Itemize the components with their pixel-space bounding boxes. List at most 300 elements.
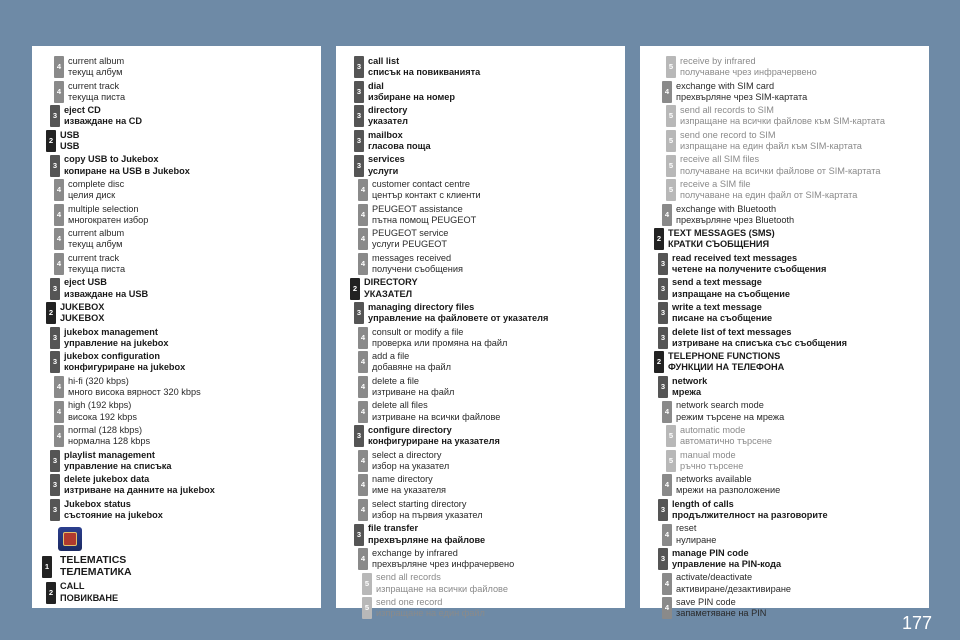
menu-item-label-bg: писане на съобщение: [672, 313, 773, 324]
level-badge: 4: [54, 425, 64, 447]
menu-item: [336, 56, 625, 79]
menu-item-label-bg: нормална 128 kbps: [68, 436, 151, 447]
menu-item-text: [368, 154, 405, 177]
menu-item-label-bg: автоматично търсене: [680, 436, 773, 447]
menu-item: [32, 302, 321, 325]
menu-item: [336, 130, 625, 153]
level-badge: 3: [50, 450, 60, 472]
menu-item-label-en: delete jukebox data: [64, 474, 150, 485]
menu-item-text: [676, 81, 807, 104]
menu-item-label-bg: получаване чрез инфрачервено: [680, 67, 817, 78]
menu-item-label-bg: текущ албум: [68, 239, 123, 250]
level-badge: 4: [54, 253, 64, 275]
level-badge: 4: [358, 376, 368, 398]
menu-item-label-en: activate/deactivate: [676, 572, 753, 583]
menu-item-text: [368, 105, 408, 128]
level-badge: 1: [42, 556, 52, 578]
menu-item: [640, 597, 929, 620]
menu-item-text: [368, 523, 485, 546]
menu-item-label-en: exchange with SIM card: [676, 80, 775, 91]
menu-item-label-bg: УКАЗАТЕЛ: [364, 288, 413, 299]
menu-item-text: [68, 228, 124, 251]
level-badge: 3: [50, 474, 60, 496]
level-badge: 4: [662, 401, 672, 423]
menu-item-label-en: select starting directory: [372, 498, 467, 509]
menu-item: [32, 56, 321, 79]
menu-column-2: [336, 46, 625, 619]
level-badge: 4: [358, 228, 368, 250]
menu-item-text: [372, 450, 449, 473]
level-badge: 3: [354, 56, 364, 78]
menu-item-text: [68, 376, 201, 399]
menu-item-label-en: normal (128 kbps): [68, 424, 143, 435]
level-badge: 5: [666, 105, 676, 127]
menu-item-label-bg: изпращане на всички файлове към SIM-картата: [680, 116, 885, 127]
menu-item: [640, 523, 929, 546]
menu-item-text: [368, 425, 500, 448]
menu-item-text: [372, 499, 483, 522]
menu-item-label-en: delete list of text messages: [672, 326, 792, 337]
level-badge: 4: [662, 524, 672, 546]
menu-item-label-bg: получаване на всички файлове от SIM-картата: [680, 165, 881, 176]
level-badge: 5: [362, 573, 372, 595]
level-badge: 4: [358, 327, 368, 349]
menu-item: [32, 130, 321, 153]
menu-item: [640, 450, 929, 473]
menu-item-text: [668, 228, 775, 251]
menu-item-label-en: jukebox management: [64, 326, 158, 337]
menu-item-text: [372, 327, 507, 350]
level-badge: 5: [362, 597, 372, 619]
menu-item-text: [376, 572, 508, 595]
menu-item-label-bg: JUKEBOX: [60, 313, 105, 324]
menu-item-label-bg: ПОВИКВАНЕ: [60, 592, 119, 603]
level-badge: 4: [662, 204, 672, 226]
menu-item-label-bg: целия диск: [68, 190, 116, 201]
level-badge: 3: [50, 327, 60, 349]
menu-item: [32, 253, 321, 276]
level-badge: 3: [658, 253, 668, 275]
menu-item: [32, 400, 321, 423]
menu-item-label-bg: нулиране: [676, 534, 717, 545]
menu-item-label-bg: прехвърляне чрез SIM-картата: [676, 91, 808, 102]
menu-item-label-bg: текуща писта: [68, 91, 126, 102]
menu-item-label-en: add a file: [372, 351, 410, 362]
menu-item: [32, 81, 321, 104]
menu-item-label-bg: ФУНКЦИИ НА ТЕЛЕФОНА: [668, 362, 785, 373]
menu-item-label-bg: текуща писта: [68, 264, 126, 275]
menu-item-label-en: networks available: [676, 474, 752, 485]
menu-item-text: [672, 327, 847, 350]
menu-item: [640, 425, 929, 448]
menu-item: [336, 253, 625, 276]
menu-item-label-bg: указател: [368, 116, 408, 127]
level-badge: 4: [54, 228, 64, 250]
level-badge: 4: [54, 204, 64, 226]
menu-item-label-en: CALL: [60, 581, 85, 592]
menu-item-label-en: save PIN code: [676, 597, 736, 608]
menu-item-text: [680, 56, 817, 79]
menu-item-label-en: send all records: [376, 572, 441, 583]
menu-item-label-en: TEXT MESSAGES (SMS): [668, 228, 775, 239]
menu-item-text: [676, 597, 766, 620]
menu-item-text: [680, 130, 862, 153]
menu-item: [336, 425, 625, 448]
level-badge: 4: [358, 401, 368, 423]
menu-item: [640, 179, 929, 202]
menu-item-label-en: directory: [368, 105, 408, 116]
menu-item-label-bg: режим търсене на мрежа: [676, 411, 785, 422]
level-badge: 5: [666, 56, 676, 78]
level-badge: 4: [358, 204, 368, 226]
menu-item: [336, 572, 625, 595]
menu-item-text: [676, 204, 794, 227]
menu-item: [336, 204, 625, 227]
menu-item-label-en: name directory: [372, 474, 433, 485]
menu-item-label-en: eject CD: [64, 105, 101, 116]
menu-item-label-en: send one record to SIM: [680, 129, 776, 140]
menu-item: [32, 277, 321, 300]
level-badge: 3: [354, 81, 364, 103]
menu-item-label-bg: състояние на jukebox: [64, 509, 163, 520]
menu-item-label-en: consult or modify a file: [372, 326, 464, 337]
page-number: 177: [901, 613, 932, 633]
menu-item-label-en: delete a file: [372, 375, 419, 386]
menu-item: [640, 327, 929, 350]
menu-item-label-en: receive a SIM file: [680, 178, 751, 189]
menu-item-text: [372, 204, 476, 227]
menu-item-text: [672, 302, 772, 325]
menu-item-label-bg: изваждане на CD: [64, 116, 142, 127]
level-badge: 3: [658, 278, 668, 300]
level-badge: 4: [358, 450, 368, 472]
menu-item-text: [68, 81, 125, 104]
menu-item-text: [680, 105, 885, 128]
menu-item-label-bg: център контакт с клиенти: [372, 190, 481, 201]
menu-item-label-bg: конфигуриране на указателя: [368, 436, 500, 447]
menu-item-text: [68, 425, 150, 448]
level-badge: 3: [658, 302, 668, 324]
menu-item: [336, 277, 625, 300]
menu-item: [336, 400, 625, 423]
menu-item-text: [672, 548, 781, 571]
level-badge: 3: [50, 351, 60, 373]
menu-item: [32, 555, 321, 578]
menu-item-label-bg: изтриване на файл: [372, 387, 455, 398]
menu-item-label-bg: четене на получените съобщения: [672, 264, 827, 275]
menu-item-text: [372, 228, 448, 251]
level-badge: 3: [354, 302, 364, 324]
menu-item-label-bg: изпращане на един файл към SIM-картата: [680, 141, 862, 152]
menu-item: [640, 499, 929, 522]
menu-item-label-en: DIRECTORY: [364, 277, 418, 288]
telematics-car-icon: [58, 527, 82, 551]
menu-item: [640, 548, 929, 571]
menu-item-label-bg: изтриване на всички файлове: [372, 411, 501, 422]
menu-item: [32, 351, 321, 374]
menu-item-text: [676, 523, 716, 546]
menu-item-label-en: dial: [368, 80, 384, 91]
menu-item: [640, 81, 929, 104]
menu-item-label-bg: избор на указател: [372, 460, 450, 471]
menu-item-label-bg: пътна помощ PEUGEOT: [372, 214, 477, 225]
menu-item: [640, 154, 929, 177]
menu-item-text: [680, 179, 857, 202]
menu-item-label-en: PEUGEOT assistance: [372, 203, 463, 214]
menu-item-text: [64, 277, 148, 300]
menu-item-text: [372, 179, 481, 202]
level-badge: 2: [654, 228, 664, 250]
menu-item-text: [372, 376, 454, 399]
menu-item-label-en: complete disc: [68, 178, 125, 189]
level-badge: 3: [658, 548, 668, 570]
menu-item-label-en: length of calls: [672, 498, 734, 509]
level-badge: 4: [662, 573, 672, 595]
menu-list: [336, 56, 625, 622]
level-badge: 4: [662, 474, 672, 496]
menu-item: [640, 376, 929, 399]
menu-item-label-en: read received text messages: [672, 252, 798, 263]
menu-item-text: [64, 474, 215, 497]
menu-item: [640, 351, 929, 374]
menu-item: [336, 179, 625, 202]
menu-item: [640, 130, 929, 153]
menu-item-label-bg: добавяне на файл: [372, 362, 452, 373]
menu-item-text: [60, 302, 104, 325]
menu-item-text: [64, 450, 172, 473]
menu-item: [32, 474, 321, 497]
menu-item: [32, 581, 321, 604]
menu-item-label-en: network search mode: [676, 400, 764, 411]
level-badge: 4: [54, 179, 64, 201]
menu-item-label-bg: КРАТКИ СЪОБЩЕНИЯ: [668, 239, 770, 250]
menu-item-label-bg: конфигуриране на jukebox: [64, 362, 186, 373]
menu-item-label-en: manual mode: [680, 449, 736, 460]
level-badge: 3: [354, 425, 364, 447]
level-badge: 2: [46, 302, 56, 324]
menu-item-label-en: send a text message: [672, 277, 762, 288]
menu-item-label-en: receive all SIM files: [680, 154, 760, 165]
level-badge: 5: [666, 425, 676, 447]
menu-item: [336, 499, 625, 522]
menu-item: [640, 105, 929, 128]
level-badge: 3: [354, 524, 364, 546]
menu-item-label-bg: изпращане на един файл: [376, 608, 485, 619]
menu-item: [336, 474, 625, 497]
menu-item-label-en: delete all files: [372, 400, 428, 411]
menu-item: [336, 81, 625, 104]
level-badge: 3: [354, 155, 364, 177]
level-badge: 2: [350, 278, 360, 300]
menu-item-label-bg: мрежа: [672, 387, 702, 398]
menu-item-label-bg: избиране на номер: [368, 91, 456, 102]
menu-item-text: [60, 581, 118, 604]
menu-item-label-en: automatic mode: [680, 424, 746, 435]
menu-list: [640, 56, 929, 622]
level-badge: 3: [658, 376, 668, 398]
menu-item: [336, 548, 625, 571]
level-badge: 4: [662, 597, 672, 619]
menu-item-label-bg: запаметяване на PIN: [676, 608, 767, 619]
menu-item-label-bg: услуги: [368, 165, 399, 176]
menu-item-label-en: copy USB to Jukebox: [64, 154, 159, 165]
menu-item-label-en: hi-fi (320 kbps): [68, 375, 129, 386]
level-badge: 2: [654, 351, 664, 373]
menu-item-label-bg: изпращане на всички файлове: [376, 583, 508, 594]
menu-item-label-en: receive by infrared: [680, 56, 756, 66]
level-badge: 5: [666, 130, 676, 152]
menu-item-label-bg: ТЕЛЕМАТИКА: [60, 565, 132, 578]
menu-item: [640, 474, 929, 497]
level-badge: 4: [662, 81, 672, 103]
level-badge: 3: [50, 278, 60, 300]
menu-item-label-en: configure directory: [368, 424, 452, 435]
menu-item: [640, 56, 929, 79]
menu-item: [32, 228, 321, 251]
menu-item-label-bg: избор на първия указател: [372, 509, 483, 520]
menu-item: [32, 499, 321, 522]
menu-item-text: [64, 154, 190, 177]
menu-item: [32, 105, 321, 128]
menu-item-label-bg: изтриване на данните на jukebox: [64, 485, 215, 496]
level-badge: 4: [358, 253, 368, 275]
menu-item: [336, 351, 625, 374]
menu-item-text: [680, 425, 772, 448]
menu-item-label-en: send one record: [376, 597, 443, 608]
level-badge: 4: [358, 499, 368, 521]
menu-item: [640, 302, 929, 325]
menu-item-text: [64, 327, 169, 350]
level-badge: 3: [354, 105, 364, 127]
menu-item-label-en: USB: [60, 129, 80, 140]
menu-item: [336, 154, 625, 177]
menu-item-text: [368, 130, 431, 153]
menu-item-text: [672, 376, 707, 399]
level-badge: 5: [666, 179, 676, 201]
menu-item: [32, 327, 321, 350]
menu-item-label-en: Jukebox status: [64, 498, 131, 509]
menu-item-label-en: write a text message: [672, 301, 762, 312]
menu-item-text: [676, 572, 791, 595]
menu-item-label-bg: управление на списъка: [64, 460, 172, 471]
menu-item-text: [368, 302, 548, 325]
menu-item-text: [68, 204, 148, 227]
menu-item: [640, 572, 929, 595]
level-badge: 3: [658, 499, 668, 521]
menu-item-label-bg: продължителност на разговорите: [672, 509, 828, 520]
menu-item-label-bg: изтриване на списъка със съобщения: [672, 337, 848, 348]
level-badge: 3: [658, 327, 668, 349]
telematics-icon-emblem: [63, 532, 77, 546]
menu-item-label-bg: прехвърляне на файлове: [368, 534, 486, 545]
menu-item-text: [672, 499, 828, 522]
menu-item: [32, 179, 321, 202]
menu-item-label-en: managing directory files: [368, 301, 475, 312]
menu-item: [640, 228, 929, 251]
menu-item-text: [68, 56, 124, 79]
menu-item-label-bg: USB: [60, 141, 80, 152]
menu-item-label-bg: мрежи на разположение: [676, 485, 781, 496]
menu-item-label-en: current track: [68, 252, 120, 263]
menu-item: [336, 327, 625, 350]
menu-item: [32, 425, 321, 448]
menu-item-text: [680, 450, 743, 473]
menu-item-label-bg: управление на PIN-кода: [672, 559, 782, 570]
level-badge: 4: [54, 401, 64, 423]
level-badge: 3: [50, 155, 60, 177]
menu-item-text: [376, 597, 485, 620]
menu-item-text: [368, 81, 455, 104]
menu-item-text: [372, 351, 451, 374]
menu-item-label-en: exchange with Bluetooth: [676, 203, 777, 214]
menu-item-text: [372, 400, 500, 423]
menu-item-text: [68, 179, 124, 202]
menu-item-label-en: JUKEBOX: [60, 301, 105, 312]
menu-item-label-en: current track: [68, 80, 120, 91]
level-badge: 5: [666, 450, 676, 472]
menu-item-text: [372, 253, 463, 276]
menu-item-text: [68, 400, 137, 423]
menu-item-text: [676, 474, 780, 497]
menu-item: [336, 376, 625, 399]
level-badge: 4: [358, 179, 368, 201]
menu-item-text: [64, 499, 163, 522]
menu-item-text: [368, 56, 480, 79]
menu-item-label-bg: изпращане на съобщение: [672, 288, 791, 299]
menu-item: [640, 204, 929, 227]
menu-item-label-en: multiple selection: [68, 203, 139, 214]
level-badge: 4: [358, 548, 368, 570]
menu-item-label-en: reset: [676, 523, 697, 534]
level-badge: 4: [54, 81, 64, 103]
menu-item-label-en: current album: [68, 228, 125, 239]
menu-item-label-en: high (192 kbps): [68, 400, 132, 411]
menu-item-label-en: services: [368, 154, 405, 165]
menu-item-label-bg: проверка или промяна на файл: [372, 337, 508, 348]
menu-item-label-bg: активиране/дезактивиране: [676, 583, 792, 594]
menu-item: [336, 228, 625, 251]
menu-item-text: [668, 351, 784, 374]
menu-item-label-en: call list: [368, 56, 400, 66]
menu-item-label-en: messages received: [372, 252, 452, 263]
menu-item-label-bg: услуги PEUGEOT: [372, 239, 447, 250]
menu-item-label-en: mailbox: [368, 129, 403, 140]
menu-column-1: [32, 46, 321, 608]
level-badge: 3: [50, 105, 60, 127]
menu-item-label-bg: ръчно търсене: [680, 460, 744, 471]
menu-item: [336, 105, 625, 128]
menu-item-label-bg: многократен избор: [68, 214, 149, 225]
menu-item-label-bg: списък на повикванията: [368, 67, 481, 78]
menu-item-label-en: PEUGEOT service: [372, 228, 449, 239]
menu-item-text: [60, 555, 132, 578]
menu-item-label-en: file transfer: [368, 523, 419, 534]
level-badge: 4: [358, 351, 368, 373]
menu-item: [640, 253, 929, 276]
menu-item: [32, 450, 321, 473]
menu-item-label-bg: управление на файловете от указателя: [368, 313, 549, 324]
menu-item-text: [676, 400, 784, 423]
level-badge: 3: [354, 130, 364, 152]
menu-item-label-bg: гласова поща: [368, 141, 431, 152]
menu-item-text: [672, 253, 826, 276]
menu-item-label-bg: управление на jukebox: [64, 337, 169, 348]
level-badge: 4: [358, 474, 368, 496]
menu-item-text: [64, 351, 185, 374]
menu-item: [336, 523, 625, 546]
level-badge: 5: [666, 155, 676, 177]
menu-item-label-bg: получаване на един файл от SIM-картата: [680, 190, 858, 201]
